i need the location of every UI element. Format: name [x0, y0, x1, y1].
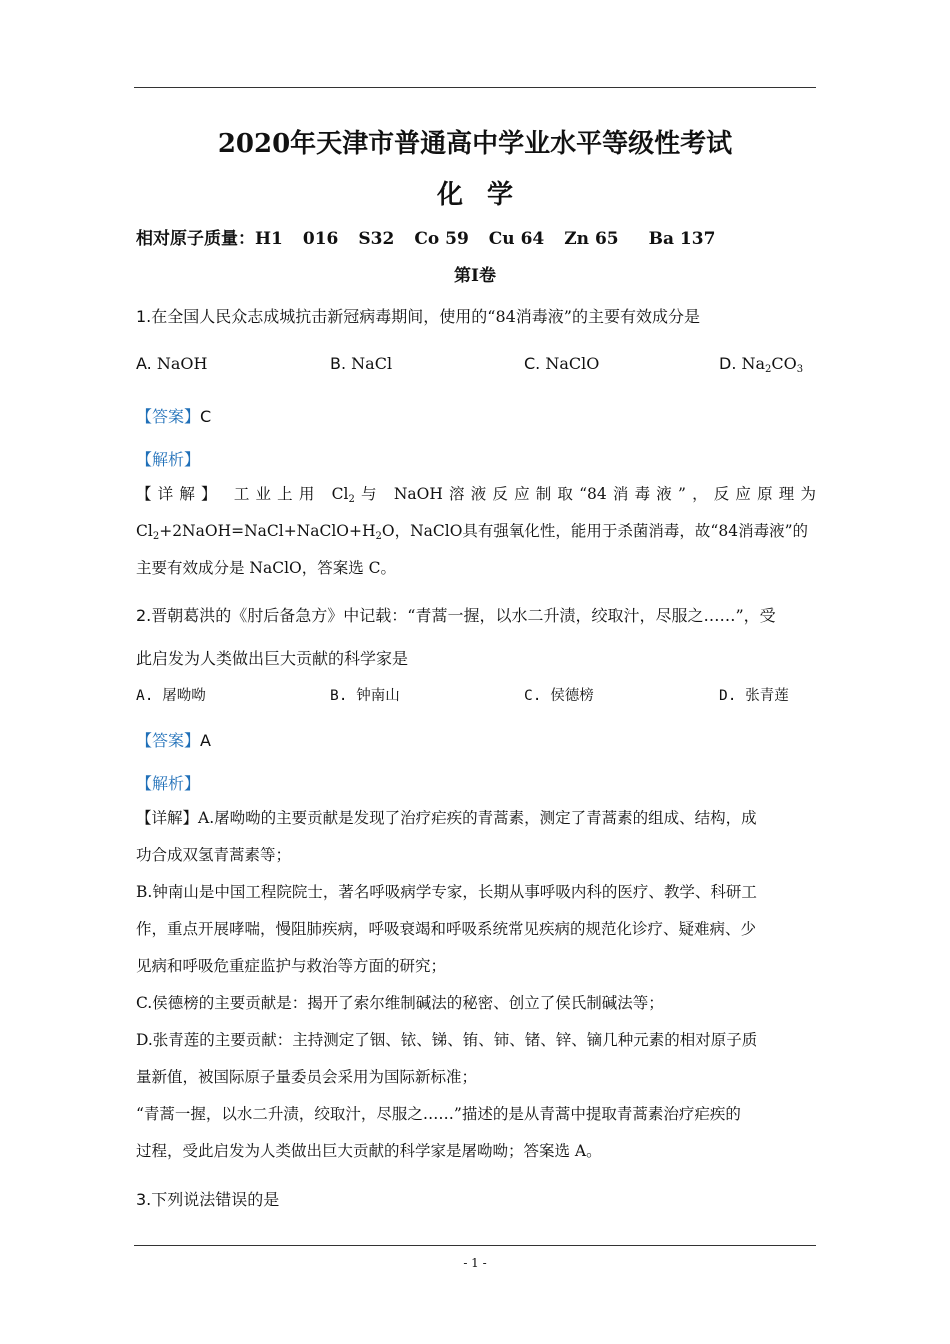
page-number: - 1 - — [463, 1256, 487, 1270]
question-1 — [136, 304, 700, 327]
option-value: 张青莲 — [745, 688, 789, 704]
header-rule — [134, 87, 816, 88]
explanation-line: 功合成双氢青蒿素等； — [136, 846, 292, 864]
q1-explanation — [136, 476, 816, 587]
question-2 — [136, 594, 816, 680]
answer-value: A — [200, 731, 211, 750]
section-heading: 第Ⅰ卷 — [454, 266, 496, 286]
footer-rule — [134, 1245, 816, 1246]
question-number: 3. — [136, 1190, 152, 1209]
question-text: 晋朝葛洪的《肘后备急方》中记载：“青蒿一握，以水二升渍，绞取汁，尽服之……”，受 — [151, 606, 776, 625]
option-b: B. 钟南山 — [330, 688, 400, 704]
question-text: 此启发为人类做出巨大贡献的科学家是 — [136, 649, 409, 668]
mass-item: H1 — [255, 229, 283, 249]
explanation-line: B.钟南山是中国工程院院士，著名呼吸病学专家，长期从事呼吸内科的医疗、教学、科研工 — [136, 883, 757, 901]
question-text: 在全国人民众志成城抗击新冠病毒期间，使用的“84消毒液”的主要有效成分是 — [151, 307, 700, 326]
explanation-line: 过程，受此启发为人类做出巨大贡献的科学家是屠呦呦；答案选 A。 — [136, 1142, 602, 1160]
option-c: C. 侯德榜 — [524, 688, 594, 704]
option-value: NaClO — [545, 354, 600, 373]
option-value: 屠呦呦 — [162, 688, 206, 704]
mass-item: Cu 64 — [488, 229, 545, 249]
explanation-line: 见病和呼吸危重症监护与救治等方面的研究； — [136, 957, 447, 975]
atomic-masses-label: 相对原子质量： — [136, 229, 255, 249]
option-value: $Na_2CO_3$ — [741, 354, 804, 375]
option-letter: B. — [330, 354, 347, 373]
explanation-line: 【详解】A.屠呦呦的主要贡献是发现了治疗疟疾的青蒿素，测定了青蒿素的组成、结构，成 — [136, 809, 757, 827]
explanation-line: 量新值，被国际原子量委员会采用为国际新标准； — [136, 1068, 478, 1086]
explanation-line: C.侯德榜的主要贡献是：揭开了索尔维制碱法的秘密、创立了侯氏制碱法等； — [136, 994, 664, 1012]
option-value: NaCl — [351, 354, 393, 373]
option-b — [330, 354, 392, 373]
explanation-line: $Cl_2+2NaOH=NaCl+NaClO+H_2O$，NaClO具有强氧化性，能用于杀菌消毒，故“84消毒液”的 — [136, 522, 808, 542]
question-text: 下列说法错误的是 — [151, 1190, 280, 1209]
option-letter: A. — [136, 354, 152, 373]
option-c — [524, 354, 599, 373]
option-letter: C. — [524, 354, 541, 373]
option-value: NaOH — [156, 354, 208, 373]
answer-label: 【答案】A — [136, 731, 211, 750]
question-number: 1. — [136, 307, 152, 326]
question-number: 2. — [136, 606, 152, 625]
option-d: D. 张青莲 — [719, 688, 789, 704]
mass-item: S32 — [358, 229, 395, 249]
explanation-line: “青蒿一握，以水二升渍，绞取汁，尽服之……”描述的是从青蒿中提取青蒿素治疗疟疾的 — [136, 1105, 741, 1123]
atomic-masses — [136, 224, 715, 249]
explanation-line: 作，重点开展哮喘，慢阻肺疾病，呼吸衰竭和呼吸系统常见疾病的规范化诊疗、疑难病、少 — [136, 920, 757, 938]
option-a — [136, 354, 207, 373]
option-letter: D. — [719, 354, 737, 373]
subject-heading: 化学 — [436, 180, 537, 210]
q2-explanation — [136, 800, 816, 1170]
explanation-line: 【详解】 工业上用 $Cl_2$与 NaOH溶液反应制取“84消毒液”，反应原理为 — [136, 485, 816, 505]
mass-item: Co 59 — [414, 229, 469, 249]
analysis-label: 【解析】 — [136, 450, 201, 469]
mass-item: Ba 137 — [648, 229, 716, 249]
option-a: A. 屠呦呦 — [136, 688, 206, 704]
option-d — [719, 354, 803, 373]
answer-value: C — [200, 407, 212, 426]
analysis-label: 【解析】 — [136, 774, 201, 793]
option-value: 侯德榜 — [550, 688, 594, 704]
option-value: 钟南山 — [356, 688, 400, 704]
explanation-line: 主要有效成分是 NaClO，答案选 C。 — [136, 559, 397, 577]
exam-title: 2020年天津市普通高中学业水平等级性考试 — [217, 129, 733, 159]
explanation-line: D.张青莲的主要贡献：主持测定了铟、铱、锑、铕、铈、锗、锌、镝几种元素的相对原子质 — [136, 1031, 758, 1049]
mass-item: Zn 65 — [564, 229, 619, 249]
question-3 — [136, 1187, 279, 1210]
mass-item: 016 — [302, 229, 339, 249]
answer-label: 【答案】C — [136, 407, 212, 426]
